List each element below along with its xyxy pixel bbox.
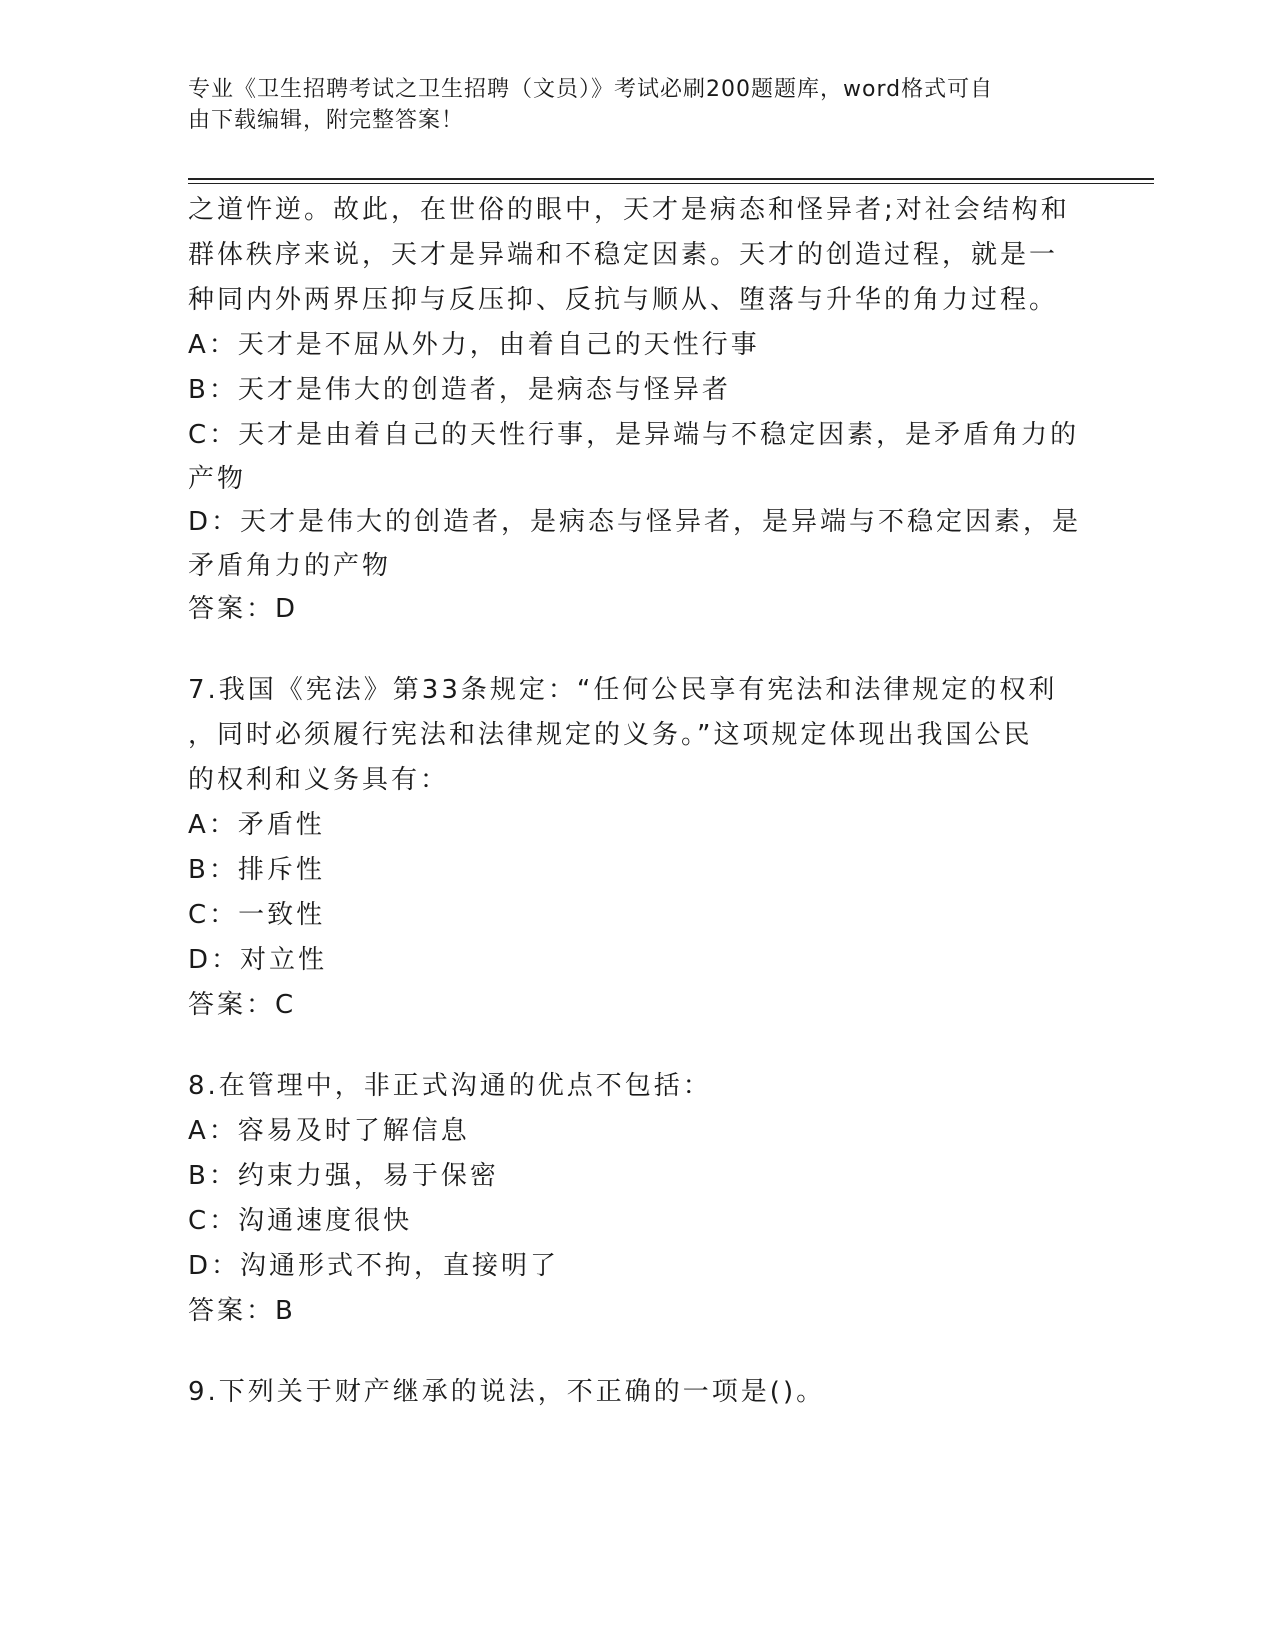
passage-line: 种同内外两界压抑与反压抑、反抗与顺从、堕落与升华的角力过程。	[188, 285, 1059, 315]
passage-line: 群体秩序来说，天才是异端和不稳定因素。天才的创造过程，就是一	[188, 240, 1059, 270]
option-c-continued: 产物	[188, 464, 247, 494]
header-line-2: 由下载编辑，附完整答案！	[188, 108, 465, 133]
option-d: D：对立性	[188, 945, 328, 975]
passage-block	[188, 188, 1082, 632]
question-text: 7.我国《宪法》第33条规定：“任何公民享有宪法和法律规定的权利	[188, 675, 1058, 705]
option-c: C：天才是由着自己的天性行事，是异端与不稳定因素，是矛盾角力的	[188, 420, 1080, 450]
question-7	[188, 668, 1078, 1028]
answer-text: 答案：D	[188, 594, 299, 624]
question-text: 9.下列关于财产继承的说法，不正确的一项是()。	[188, 1377, 826, 1407]
question-spacer	[188, 1334, 1078, 1370]
question-9	[188, 1370, 1078, 1415]
option-d-continued: 矛盾角力的产物	[188, 551, 392, 581]
option-d: D：沟通形式不拘，直接明了	[188, 1251, 560, 1281]
answer-text: 答案：C	[188, 990, 297, 1020]
header-rule-thin	[188, 183, 1154, 184]
option-c: C：一致性	[188, 900, 326, 930]
answer-text: 答案：B	[188, 1296, 296, 1326]
option-b: B：约束力强，易于保密	[188, 1161, 499, 1191]
option-b: B：天才是伟大的创造者，是病态与怪异者	[188, 375, 731, 405]
option-a: A：容易及时了解信息	[188, 1116, 470, 1146]
question-8	[188, 1064, 1078, 1334]
document-header	[188, 74, 1068, 136]
option-d: D：天才是伟大的创造者，是病态与怪异者，是异端与不稳定因素，是	[188, 507, 1082, 537]
question-text: ，同时必须履行宪法和法律规定的义务。”这项规定体现出我国公民	[188, 720, 1033, 750]
option-b: B：排斥性	[188, 855, 325, 885]
header-line-1: 专业《卫生招聘考试之卫生招聘（文员）》考试必刷200题题库，word格式可自	[188, 77, 994, 102]
option-a: A：矛盾性	[188, 810, 325, 840]
question-text: 8.在管理中，非正式沟通的优点不包括：	[188, 1071, 712, 1101]
document-body	[188, 188, 1082, 1415]
passage-line: 之道忤逆。故此，在世俗的眼中，天才是病态和怪异者;对社会结构和	[188, 195, 1070, 225]
header-rule-thick	[188, 178, 1154, 180]
option-a: A：天才是不屈从外力，由着自己的天性行事	[188, 330, 760, 360]
question-spacer	[188, 632, 1078, 668]
question-text: 的权利和义务具有：	[188, 765, 450, 795]
option-c: C：沟通速度很快	[188, 1206, 413, 1236]
question-spacer	[188, 1028, 1078, 1064]
